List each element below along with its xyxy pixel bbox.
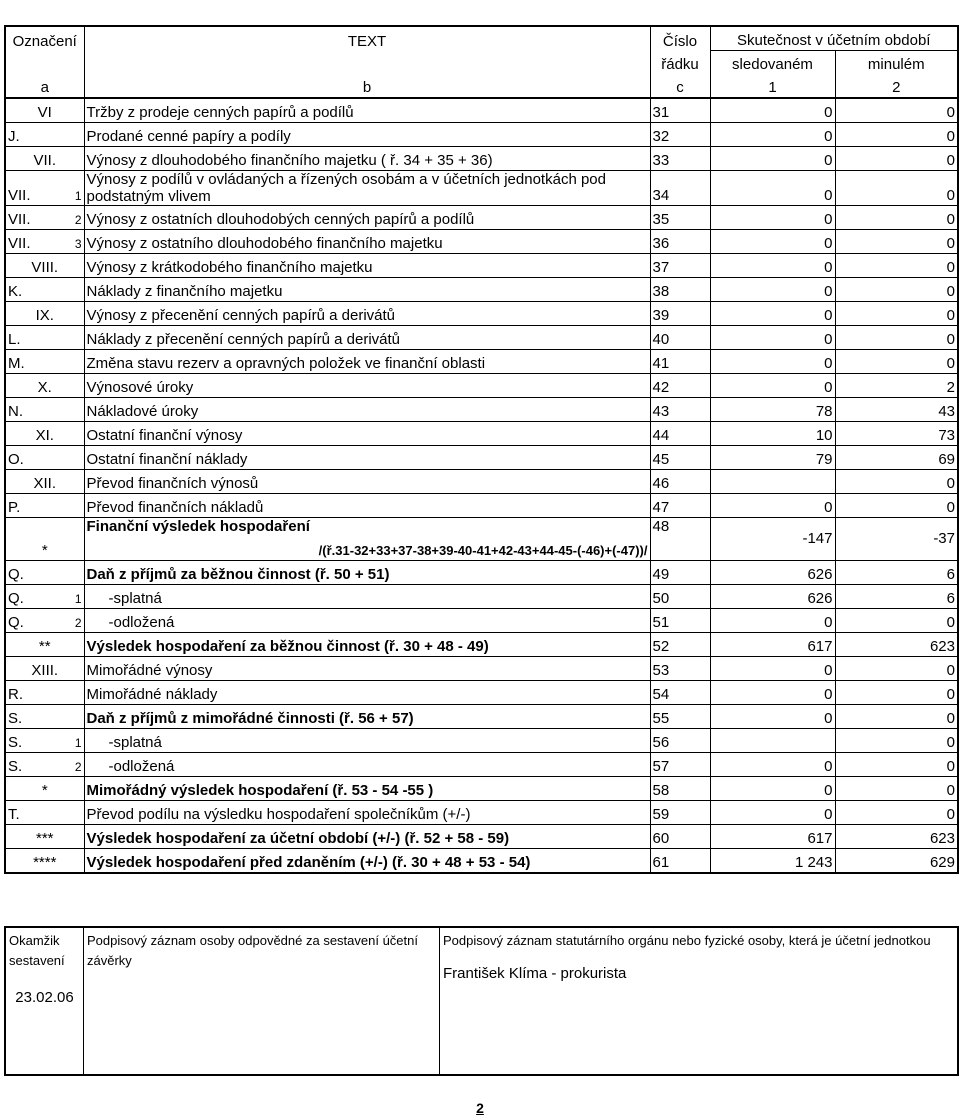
- row-code: *: [41, 542, 48, 559]
- signature-footer: [4, 926, 959, 1076]
- footer-responsible: [84, 928, 440, 1074]
- row-current-value: [710, 729, 835, 753]
- row-text: Převod finančních nákladů: [86, 499, 264, 516]
- responsible-signature-label: Podpisový záznam osoby odpovědné za sestavení účetní závěrky: [87, 933, 418, 968]
- table-row: [6, 753, 957, 777]
- moment-label: Okamžik sestavení: [9, 933, 65, 968]
- row-code: X.: [37, 379, 52, 396]
- row-text: Výnosy z krátkodobého finančního majetku: [86, 259, 373, 276]
- row-previous-value: 0: [835, 609, 957, 633]
- row-previous-value: 623: [835, 825, 957, 849]
- row-text: Výsledek hospodaření před zdaněním (+/-) (ř. 30 + 48 + 53 - 54): [86, 854, 531, 871]
- row-text: Výsledek hospodaření za běžnou činnost (ř. 30 + 48 - 49): [86, 638, 489, 655]
- row-line-number: 34: [650, 171, 710, 206]
- row-text: -odložená: [108, 758, 175, 775]
- row-line-number: 31: [650, 98, 710, 123]
- row-text: -odložená: [108, 614, 175, 631]
- row-code: ****: [33, 854, 57, 871]
- row-line-number: 42: [650, 374, 710, 398]
- row-line-number: 44: [650, 422, 710, 446]
- row-previous-value: 69: [835, 446, 957, 470]
- row-code: L.: [8, 331, 21, 348]
- row-previous-value: 0: [835, 230, 957, 254]
- table-row: [6, 446, 957, 470]
- row-previous-value: 0: [835, 123, 957, 147]
- table-row: [6, 825, 957, 849]
- table-row: [6, 123, 957, 147]
- row-current-value: 0: [710, 147, 835, 171]
- row-code: XII.: [33, 475, 56, 492]
- row-text: Finanční výsledek hospodaření: [86, 518, 310, 535]
- row-code: ***: [35, 830, 54, 847]
- row-previous-value: 0: [835, 302, 957, 326]
- row-subcode: 2: [74, 213, 82, 227]
- row-line-number: 60: [650, 825, 710, 849]
- row-code: VII.: [8, 235, 31, 252]
- row-text: Daň z příjmů z mimořádné činnosti (ř. 56 + 57): [86, 710, 414, 727]
- row-line-number: 45: [650, 446, 710, 470]
- row-current-value: 1 243: [710, 849, 835, 873]
- header-label-a: a: [6, 74, 84, 98]
- row-code: S.: [8, 734, 23, 751]
- row-code: *: [41, 782, 48, 799]
- row-line-number: 49: [650, 561, 710, 585]
- row-line-number: 55: [650, 705, 710, 729]
- row-line-number: 52: [650, 633, 710, 657]
- table-row: [6, 171, 957, 206]
- row-text: Náklady z finančního majetku: [86, 283, 283, 300]
- row-line-number: 48: [650, 518, 710, 561]
- row-current-value: 0: [710, 609, 835, 633]
- row-current-value: [710, 470, 835, 494]
- row-previous-value: 0: [835, 254, 957, 278]
- page-number: 2: [476, 1100, 484, 1116]
- row-subcode: 3: [74, 237, 82, 251]
- row-line-number: 61: [650, 849, 710, 873]
- header-label-1: 1: [710, 74, 835, 98]
- row-current-value: 0: [710, 801, 835, 825]
- row-text: Převod finančních výnosů: [86, 475, 259, 492]
- row-current-value: 0: [710, 206, 835, 230]
- header-code: Označení: [6, 27, 84, 51]
- row-line-number: 32: [650, 123, 710, 147]
- row-previous-value: 0: [835, 705, 957, 729]
- row-previous-value: 623: [835, 633, 957, 657]
- table-row: [6, 561, 957, 585]
- row-current-value: 0: [710, 278, 835, 302]
- row-code: T.: [8, 806, 20, 823]
- row-current-value: 617: [710, 633, 835, 657]
- header-label-b: b: [84, 74, 650, 98]
- table-row: [6, 230, 957, 254]
- table-row: [6, 518, 957, 561]
- row-line-number: 46: [650, 470, 710, 494]
- row-subcode: 1: [74, 189, 82, 203]
- table-row: [6, 585, 957, 609]
- row-current-value: 626: [710, 585, 835, 609]
- row-previous-value: 0: [835, 278, 957, 302]
- header-label-2: 2: [835, 74, 957, 98]
- row-line-number: 35: [650, 206, 710, 230]
- row-code: VI: [37, 104, 52, 121]
- row-current-value: 0: [710, 171, 835, 206]
- row-code: S.: [8, 758, 23, 775]
- table-row: [6, 147, 957, 171]
- row-text: Náklady z přecenění cenných papírů a derivátů: [86, 331, 401, 348]
- row-text: Výnosy z přecenění cenných papírů a derivátů: [86, 307, 396, 324]
- row-text: Mimořádné náklady: [86, 686, 218, 703]
- row-line-number: 37: [650, 254, 710, 278]
- header-row-3: [6, 74, 957, 98]
- row-subcode: 1: [74, 592, 82, 606]
- row-code: VII.: [8, 211, 31, 228]
- row-current-value: 0: [710, 705, 835, 729]
- table-row: [6, 398, 957, 422]
- row-subcode: 1: [74, 736, 82, 750]
- table-row: [6, 777, 957, 801]
- row-line-number: 47: [650, 494, 710, 518]
- table-row: [6, 801, 957, 825]
- table-row: [6, 374, 957, 398]
- row-text: Tržby z prodeje cenných papírů a podílů: [86, 104, 354, 121]
- row-line-number: 41: [650, 350, 710, 374]
- header-number-2: řádku: [650, 51, 710, 75]
- table-row: [6, 326, 957, 350]
- table-row: [6, 633, 957, 657]
- row-current-value: 0: [710, 254, 835, 278]
- row-line-number: 59: [650, 801, 710, 825]
- row-current-value: 0: [710, 374, 835, 398]
- row-code: **: [38, 638, 51, 655]
- table-row: [6, 422, 957, 446]
- row-previous-value: 6: [835, 561, 957, 585]
- row-previous-value: 0: [835, 681, 957, 705]
- row-current-value: 0: [710, 123, 835, 147]
- row-line-number: 51: [650, 609, 710, 633]
- row-previous-value: 0: [835, 470, 957, 494]
- row-previous-value: 0: [835, 206, 957, 230]
- row-code: Q.: [8, 566, 24, 583]
- statutory-signature-label: Podpisový záznam statutárního orgánu nebo fyzické osoby, která je účetní jednotkou: [443, 933, 931, 948]
- row-current-value: 0: [710, 350, 835, 374]
- row-code: XI.: [35, 427, 54, 444]
- row-line-number: 53: [650, 657, 710, 681]
- row-line-number: 57: [650, 753, 710, 777]
- row-previous-value: 0: [835, 801, 957, 825]
- row-line-number: 58: [650, 777, 710, 801]
- row-current-value: 0: [710, 777, 835, 801]
- row-previous-value: 0: [835, 147, 957, 171]
- row-code: IX.: [35, 307, 54, 324]
- table-row: [6, 705, 957, 729]
- row-code: N.: [8, 403, 23, 420]
- row-text: Výnosy z dlouhodobého finančního majetku ( ř. 34 + 35 + 36): [86, 152, 493, 169]
- row-code: M.: [8, 355, 25, 372]
- row-previous-value: 0: [835, 98, 957, 123]
- row-line-number: 43: [650, 398, 710, 422]
- row-current-value: 0: [710, 98, 835, 123]
- row-code: Q.: [8, 590, 24, 607]
- row-line-number: 50: [650, 585, 710, 609]
- header-text: TEXT: [84, 27, 650, 51]
- table-row: [6, 494, 957, 518]
- row-text: Nákladové úroky: [86, 403, 199, 420]
- row-text: Ostatní finanční náklady: [86, 451, 248, 468]
- header-period: Skutečnost v účetním období: [710, 27, 957, 51]
- row-code: K.: [8, 283, 23, 300]
- row-previous-value: 629: [929, 854, 955, 871]
- row-code: O.: [8, 451, 24, 468]
- row-code: VII.: [33, 152, 56, 169]
- row-current-value: 626: [710, 561, 835, 585]
- table-row: [6, 849, 957, 873]
- row-previous-value: 0: [835, 171, 957, 206]
- row-subcode: 2: [74, 760, 82, 774]
- header-number: Číslo: [650, 27, 710, 51]
- row-previous-value: 0: [835, 326, 957, 350]
- footer-statutory: [440, 928, 957, 1074]
- row-code: R.: [8, 686, 23, 703]
- header-previous: minulém: [867, 56, 925, 73]
- row-code: VIII.: [31, 259, 59, 276]
- table-row: [6, 729, 957, 753]
- row-text: Výsledek hospodaření za účetní období (+/-) (ř. 52 + 58 - 59): [86, 830, 510, 847]
- row-previous-value: 0: [835, 657, 957, 681]
- table-row: [6, 470, 957, 494]
- table-row: [6, 254, 957, 278]
- row-previous-value: 0: [835, 777, 957, 801]
- row-subcode: 2: [74, 616, 82, 630]
- table-row: [6, 681, 957, 705]
- row-previous-value: 73: [835, 422, 957, 446]
- row-line-number: 33: [650, 147, 710, 171]
- row-current-value: 0: [710, 753, 835, 777]
- table-row: [6, 206, 957, 230]
- row-text: Prodané cenné papíry a podíly: [86, 128, 291, 145]
- row-line-number: 56: [650, 729, 710, 753]
- row-text: Výnosy z ostatního dlouhodobého finančního majetku: [86, 235, 443, 252]
- row-text: Daň z příjmů za běžnou činnost (ř. 50 + 51): [86, 566, 390, 583]
- income-statement-table: [6, 27, 957, 872]
- row-previous-value: 0: [835, 494, 957, 518]
- row-current-value: 0: [710, 681, 835, 705]
- row-previous-value: 0: [835, 753, 957, 777]
- row-current-value: 0: [710, 302, 835, 326]
- row-current-value: 0: [710, 657, 835, 681]
- row-current-value: 617: [710, 825, 835, 849]
- header-row-2: [6, 51, 957, 75]
- row-code: P.: [8, 499, 21, 516]
- row-current-value: 0: [710, 494, 835, 518]
- table-row: [6, 98, 957, 123]
- row-text: -splatná: [108, 590, 162, 607]
- row-current-value: 79: [710, 446, 835, 470]
- row-previous-value: 0: [835, 729, 957, 753]
- row-previous-value: 0: [835, 350, 957, 374]
- row-text: -splatná: [108, 734, 162, 751]
- row-line-number: 40: [650, 326, 710, 350]
- row-text: Výnosové úroky: [86, 379, 194, 396]
- row-line-number: 38: [650, 278, 710, 302]
- header-current: sledovaném: [710, 51, 835, 75]
- row-text: Ostatní finanční výnosy: [86, 427, 243, 444]
- row-current-value: 0: [710, 230, 835, 254]
- signer-name: František Klíma - prokurista: [443, 965, 627, 982]
- row-text: Mimořádné výnosy: [86, 662, 213, 679]
- table-row: [6, 609, 957, 633]
- table-row: [6, 657, 957, 681]
- row-current-value: 78: [710, 398, 835, 422]
- header-label-c: c: [650, 74, 710, 98]
- row-previous-value: -37: [835, 518, 957, 561]
- row-text: Výnosy z podílů v ovládaných a řízených osobám a v účetních jednotkách pod podstatným vlivem: [86, 171, 606, 205]
- table-row: [6, 302, 957, 326]
- table-row: [6, 278, 957, 302]
- row-previous-value: 43: [835, 398, 957, 422]
- row-text: Změna stavu rezerv a opravných položek ve finanční oblasti: [86, 355, 486, 372]
- row-previous-value: 6: [835, 585, 957, 609]
- row-current-value: 0: [710, 326, 835, 350]
- row-previous-value: 2: [835, 374, 957, 398]
- table-row: [6, 350, 957, 374]
- row-code: S.: [8, 710, 23, 727]
- row-formula: /(ř.31-32+33+37-38+39-40-41+42-43+44-45-(-46)+(-47))/: [318, 543, 648, 558]
- row-line-number: 54: [650, 681, 710, 705]
- row-current-value: -147: [710, 518, 835, 561]
- row-text: Převod podílu na výsledku hospodaření společníkům (+/-): [86, 806, 471, 823]
- compile-date: 23.02.06: [15, 989, 74, 1006]
- row-code: Q.: [8, 614, 24, 631]
- header-row-1: [6, 27, 957, 51]
- footer-moment: [6, 928, 84, 1074]
- row-line-number: 39: [650, 302, 710, 326]
- income-statement-sheet: [4, 25, 959, 874]
- row-text: Mimořádný výsledek hospodaření (ř. 53 - 54 -55 ): [86, 782, 434, 799]
- row-code: XIII.: [31, 662, 59, 679]
- row-code: J.: [8, 128, 20, 145]
- row-line-number: 36: [650, 230, 710, 254]
- row-code: VII.: [8, 187, 31, 204]
- row-text: Výnosy z ostatních dlouhodobých cenných papírů a podílů: [86, 211, 475, 228]
- row-current-value: 10: [710, 422, 835, 446]
